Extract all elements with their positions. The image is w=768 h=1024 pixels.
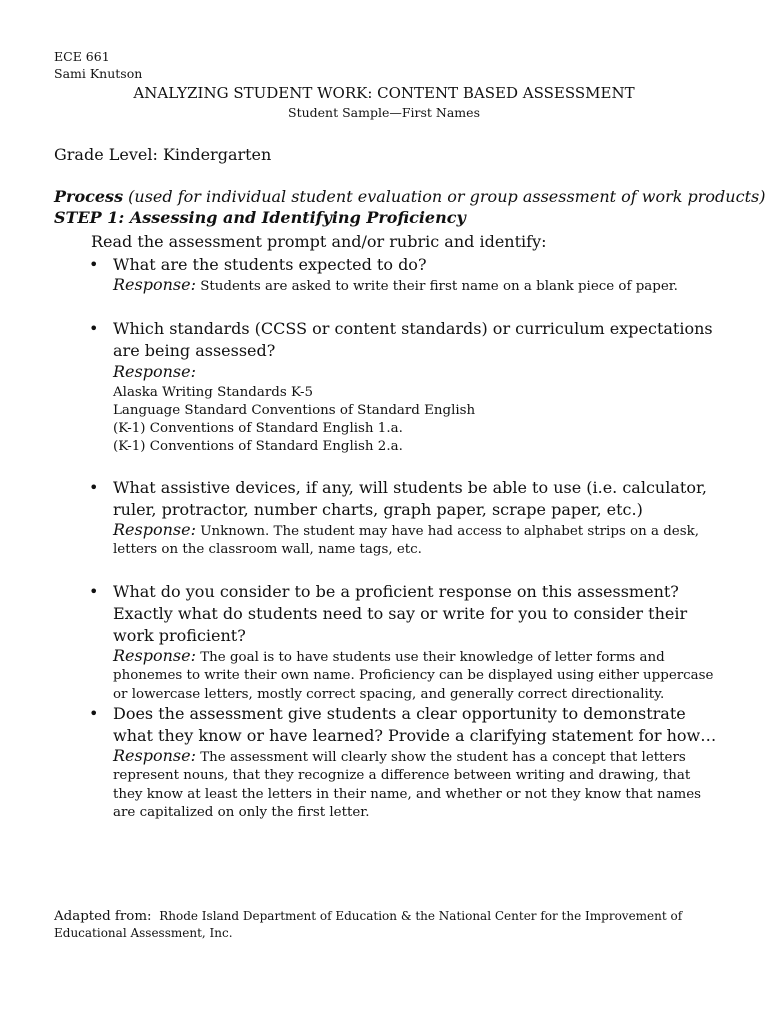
response-block	[113, 747, 723, 823]
response-label: Response:	[113, 362, 196, 381]
question-item	[89, 477, 723, 560]
response-text: Unknown. The student may have had access to alphabet strips on a desk, letters on the classroom wall, name tags, etc.	[113, 524, 699, 558]
response-block	[113, 362, 723, 384]
step-intro: Read the assessment prompt and/or rubric and identify:	[91, 232, 547, 251]
response-label: Response:	[113, 646, 196, 665]
standard-item: (K-1) Conventions of Standard English 1.a.	[113, 421, 403, 436]
author-name: Sami Knutson	[54, 66, 143, 81]
response-text: The goal is to have students use their knowledge of letter forms and phonemes to write their own name. Proficiency can be displayed using either uppercase or lowercase letters, mostly correct spacing, and generally correct directionality.	[113, 650, 714, 702]
bullet-icon: •	[89, 255, 99, 274]
question-text: What are the students expected to do?	[113, 255, 427, 274]
question-item	[89, 581, 723, 704]
question-text: What do you consider to be a proficient response on this assessment? Exactly what do students need to say or write for you to consider their work proficient?	[113, 582, 688, 645]
question-text: Does the assessment give students a clear opportunity to demonstrate what they know or have learned? Provide a clarifying statement for how…	[113, 704, 717, 745]
bullet-icon: •	[89, 704, 99, 723]
response-text: Students are asked to write their first name on a blank piece of paper.	[200, 279, 678, 294]
response-block	[113, 647, 723, 704]
response-label: Response:	[113, 520, 196, 539]
footer-label: Adapted from:	[54, 909, 152, 924]
process-note: (used for individual student evaluation or group assessment of work products)	[128, 187, 766, 206]
response-label: Response:	[113, 275, 196, 294]
document-subtitle: Student Sample—First Names	[288, 105, 480, 120]
bullet-icon: •	[89, 582, 99, 601]
question-text: What assistive devices, if any, will students be able to use (i.e. calculator, ruler, protractor, number charts, graph paper, scrape paper, etc.)	[113, 478, 707, 519]
grade-level: Grade Level: Kindergarten	[54, 145, 272, 164]
document-title: ANALYZING STUDENT WORK: CONTENT BASED ASSESSMENT	[133, 84, 635, 102]
process-label: Process	[54, 187, 124, 206]
course-code: ECE 661	[54, 49, 110, 64]
standard-item: Alaska Writing Standards K-5	[113, 385, 314, 400]
response-text: The assessment will clearly show the student has a concept that letters represent nouns, that they recognize a difference between writing and drawing, that they know at least the letters in their name, and whether or not they know that names are capitalized on only the first letter.	[113, 750, 702, 821]
standard-item: (K-1) Conventions of Standard English 2.a.	[113, 439, 403, 454]
question-item	[89, 703, 723, 823]
question-item	[89, 254, 723, 296]
footer-attribution	[54, 908, 694, 942]
response-block	[113, 276, 723, 296]
bullet-icon: •	[89, 478, 99, 497]
step-heading: STEP 1: Assessing and Identifying Proficiency	[54, 208, 466, 227]
question-item	[89, 318, 723, 456]
question-text: Which standards (CCSS or content standards) or curriculum expectations are being assessed?	[113, 319, 713, 360]
bullet-icon: •	[89, 319, 99, 338]
process-line	[54, 187, 765, 207]
standard-item: Language Standard Conventions of Standard English	[113, 403, 476, 418]
response-block	[113, 521, 723, 560]
footer-text: Rhode Island Department of Education & the National Center for the Improvement of Educational Assessment, Inc.	[54, 909, 683, 940]
response-label: Response:	[113, 746, 196, 765]
